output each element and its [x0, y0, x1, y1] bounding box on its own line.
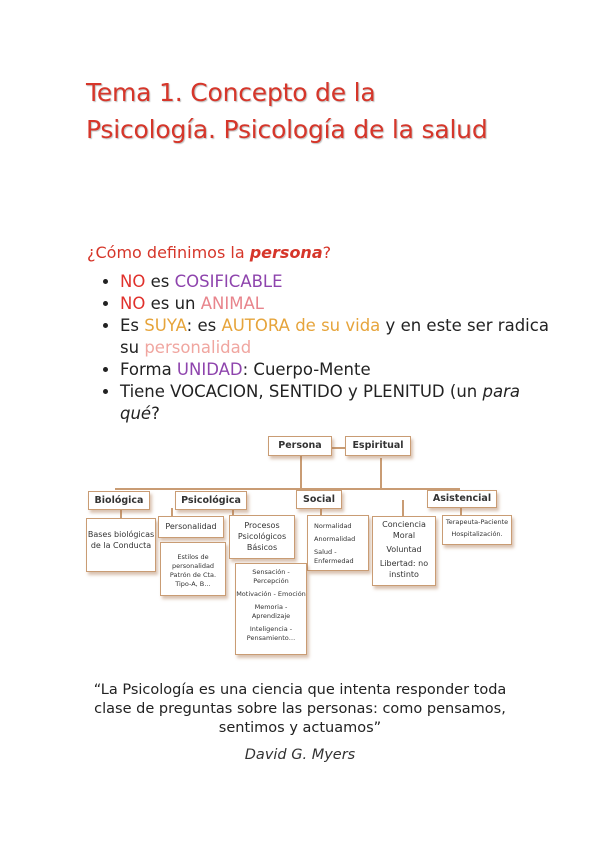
diagram-node-asistencial-items	[442, 515, 512, 545]
social-item: Anormalidad	[314, 535, 356, 543]
title-line-2: Psicología. Psicología de la salud	[86, 115, 488, 144]
procesos-item: Inteligencia - Pensamiento…	[246, 625, 296, 642]
diagram-node-estilos: Estilos de personalidad Patrón de Cta. Tipo-A, B…	[160, 542, 226, 596]
diagram-node-conciencia	[372, 516, 436, 586]
bullet-item	[120, 271, 550, 293]
connector	[171, 508, 173, 522]
asistencial-item: Hospitalización.	[451, 530, 503, 538]
bullet-5-c: ?	[151, 404, 160, 423]
diagram-node-biologica: Biológica	[88, 491, 150, 510]
quote-text: “La Psicología es una ciencia que intenta responder toda clase de preguntas sobre las personas: como pensamos, sentimos y actuamos”	[93, 682, 507, 736]
question-prefix: ¿Cómo definimos la	[87, 243, 250, 262]
bullet-item	[120, 293, 550, 315]
diagram-node-procesos: Procesos Psicológicos Básicos	[229, 515, 295, 559]
bullet-5-a: Tiene VOCACION, SENTIDO y PLENITUD (un	[120, 382, 483, 401]
diagram-node-asistencial: Asistencial	[427, 490, 497, 508]
diagram-node-personalidad: Personalidad	[158, 516, 224, 538]
conciencia-item: Conciencia Moral	[382, 520, 426, 540]
bullet-3-d: AUTORA de su vida	[221, 316, 381, 335]
bullet-2-b: es un	[145, 294, 201, 313]
bullet-3-b: SUYA	[144, 316, 187, 335]
diagram-node-persona: Persona	[268, 436, 332, 456]
bullet-1-b: es	[145, 272, 175, 291]
bullet-4-b: UNIDAD	[176, 360, 243, 379]
connector	[120, 510, 122, 520]
page-title	[86, 74, 566, 148]
connector	[115, 488, 460, 490]
asistencial-item: Terapeuta-Paciente	[445, 518, 509, 526]
social-item: Normalidad	[314, 522, 352, 530]
bullet-1-c: COSIFICABLE	[174, 272, 283, 291]
connector	[460, 506, 462, 518]
connector	[320, 508, 322, 520]
bullet-2-a: NO	[120, 294, 146, 313]
bullet-3-a: Es	[120, 316, 145, 335]
conciencia-item: Voluntad	[386, 545, 422, 554]
procesos-item: Motivación - Emoción	[236, 590, 306, 598]
bullet-3-e: y en este ser radica su	[120, 316, 549, 357]
connector	[380, 488, 460, 490]
diagram-node-bases: Bases biológicas de la Conducta	[86, 518, 156, 572]
connector	[402, 500, 404, 518]
bullet-4-c: : Cuerpo-Mente	[242, 360, 371, 379]
bullet-2-c: ANIMAL	[200, 294, 264, 313]
bullet-item	[120, 315, 550, 359]
diagram-node-procesos-items	[235, 563, 307, 655]
bullet-item	[120, 381, 550, 425]
question-emphasis: persona	[249, 243, 323, 262]
quote-author: David G. Myers	[244, 747, 356, 763]
bullet-3-f: personalidad	[144, 338, 252, 357]
social-item: Salud - Enfermedad	[314, 548, 354, 565]
bullet-4-a: Forma	[120, 360, 177, 379]
connector	[232, 508, 234, 522]
bullet-3-c: : es	[186, 316, 222, 335]
bullet-5-b: para qué	[120, 382, 520, 423]
procesos-item: Memoria - Aprendizaje	[251, 603, 291, 620]
bullet-1-a: NO	[120, 272, 146, 291]
diagram-node-espiritual: Espiritual	[345, 436, 411, 456]
title-line-1: Tema 1. Concepto de la	[86, 78, 376, 107]
diagram-node-social-items	[307, 515, 369, 571]
diagram-node-psicologica: Psicológica	[175, 491, 247, 510]
connector	[300, 455, 302, 490]
bullet-list	[100, 271, 550, 425]
connector	[330, 447, 348, 449]
connector	[380, 458, 382, 488]
procesos-item: Sensación - Percepción	[252, 568, 290, 585]
question-suffix: ?	[322, 243, 332, 262]
bullet-item	[120, 359, 550, 381]
diagram-node-social: Social	[296, 490, 342, 509]
conciencia-item: Libertad: no instinto	[379, 559, 429, 579]
question-heading	[87, 243, 331, 262]
